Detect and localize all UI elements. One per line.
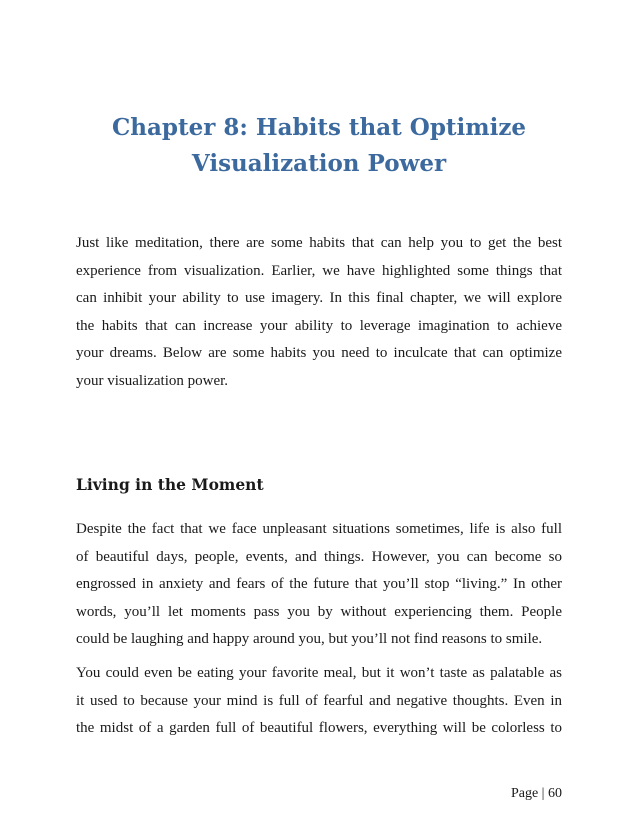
paragraph-line: could be laughing and happy around you, but you’ll not find reasons to smile.: [76, 631, 543, 647]
paragraph-line: of beautiful days, people, events, and things. However, you can become so: [76, 548, 562, 565]
page-number: Page | 60: [510, 786, 562, 801]
chapter-title-line-2: Visualization Power: [191, 150, 447, 177]
intro-line: experience from visualization. Earlier, we have highlighted some things that: [76, 262, 562, 279]
paragraph-line: You could even be eating your favorite meal, but it won’t taste as palatable as: [76, 665, 562, 681]
chapter-title: [0, 110, 638, 182]
chapter-title-line-1: Chapter 8: Habits that Optimize: [111, 114, 527, 141]
paragraph-line: engrossed in anxiety and fears of the future that you’ll stop “living.” In other: [76, 576, 562, 592]
paragraph-line: words, you’ll let moments pass you by without experiencing them. People: [76, 603, 562, 620]
section-paragraph-1: [76, 516, 562, 654]
paragraph-line: the midst of a garden full of beautiful flowers, everything will be colorless to: [76, 720, 562, 736]
section-heading: Living in the Moment: [76, 475, 264, 494]
section-paragraph-2: [76, 660, 562, 743]
intro-paragraph: [76, 230, 562, 395]
intro-line: your dreams. Below are some habits you need to inculcate that can optimize: [76, 345, 562, 361]
paragraph-line: it used to because your mind is full of fearful and negative thoughts. Even in: [76, 692, 562, 709]
intro-line: the habits that can increase your ability to leverage imagination to achieve: [76, 317, 562, 334]
intro-line: your visualization power.: [76, 372, 229, 389]
intro-line: can inhibit your ability to use imagery. In this final chapter, we will explore: [76, 290, 562, 306]
intro-line: Just like meditation, there are some habits that can help you to get the best: [76, 235, 562, 251]
paragraph-line: Despite the fact that we face unpleasant situations sometimes, life is also full: [76, 521, 562, 537]
